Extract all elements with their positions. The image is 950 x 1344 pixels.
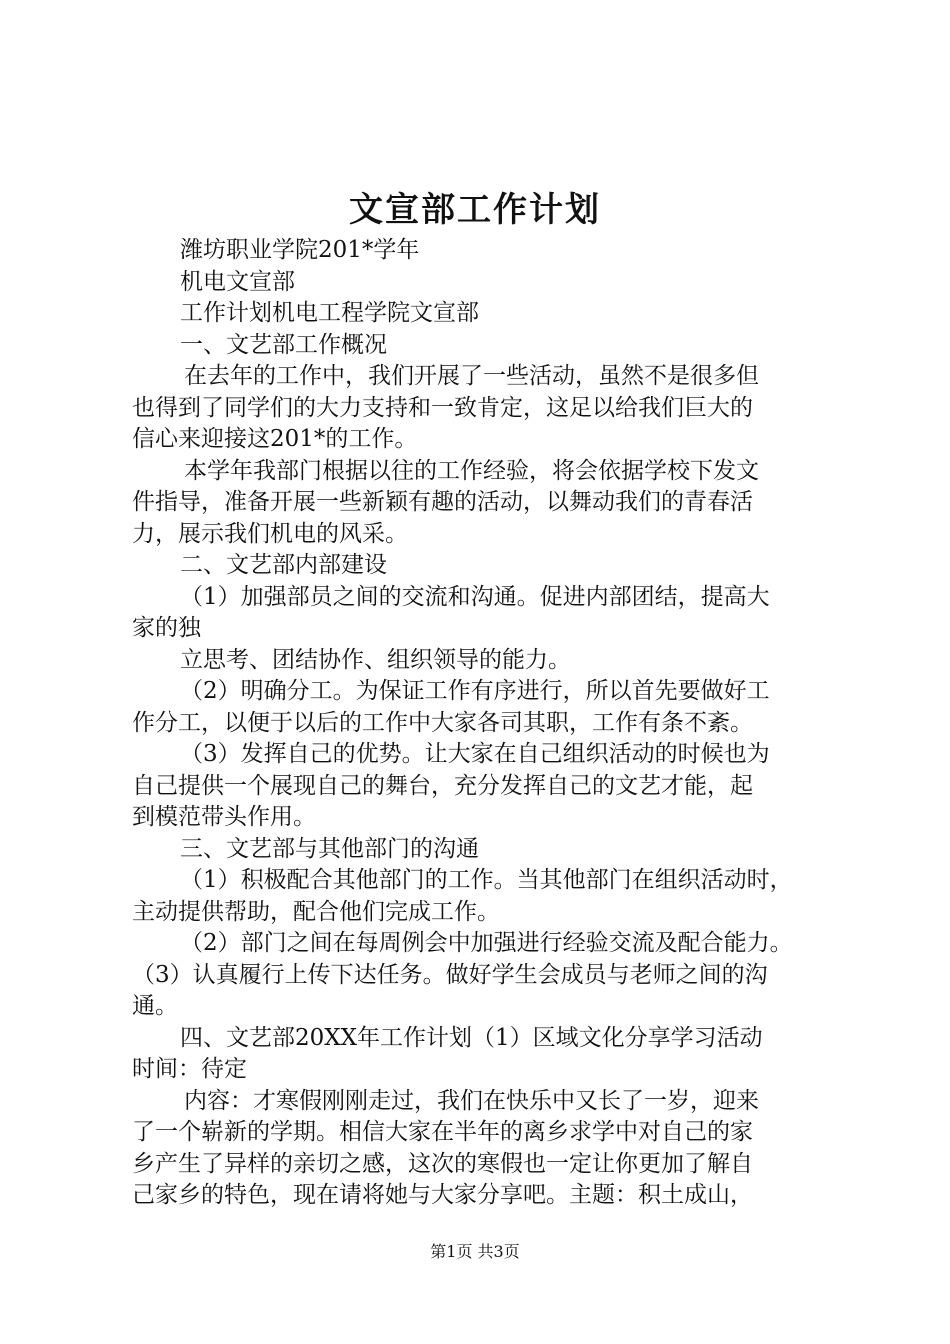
text-line: 本学年我部门根据以往的工作经验，将会依据学校下发文	[184, 457, 759, 484]
text-line: 也得到了同学们的大力支持和一致肯定，这足以给我们巨大的	[132, 394, 753, 421]
section-heading: 四、文艺部20XX年工作计划（1）区域文化分享学习活动	[180, 1024, 763, 1051]
section-heading: 一、文艺部工作概况	[180, 331, 387, 358]
text-line: 信心来迎接这201*的工作。	[132, 426, 418, 452]
text-line: 立思考、团结协作、组织领导的能力。	[180, 646, 571, 673]
page-number: 第1页 共3页	[430, 1242, 520, 1261]
text-line: 工作计划机电工程学院文宣部	[180, 300, 479, 326]
document-title: 文宣部工作计划	[349, 190, 601, 230]
text-line: 件指导，准备开展一些新颖有趣的活动，以舞动我们的青春活	[132, 489, 753, 515]
text-line: 机电文宣部	[180, 268, 295, 295]
text-line: 力，展示我们机电的风采。	[132, 520, 408, 547]
text-line: 到模范带头作用。	[132, 804, 316, 830]
text-line: 主动提供帮助，配合他们完成工作。	[132, 898, 500, 925]
text-line: 作分工，以便于以后的工作中大家各司其职，工作有条不紊。	[132, 709, 753, 736]
section-heading: 三、文艺部与其他部门的沟通	[180, 835, 479, 862]
text-line: 乡产生了异样的亲切之感，这次的寒假也一定让你更加了解自	[132, 1150, 753, 1177]
text-line: 己家乡的特色，现在请将她与大家分享吧。主题：积土成山，	[132, 1182, 753, 1208]
text-line: 内容：才寒假刚刚走过，我们在快乐中又长了一岁，迎来	[184, 1087, 759, 1114]
text-line: （2）部门之间在每周例会中加强进行经验交流及配合能力。	[180, 930, 793, 956]
text-line: （3）发挥自己的优势。让大家在自己组织活动的时候也为	[180, 741, 770, 767]
text-line: 在去年的工作中，我们开展了一些活动，虽然不是很多但	[184, 363, 759, 389]
text-line: （3）认真履行上传下达任务。做好学生会成员与老师之间的沟	[132, 961, 768, 988]
text-line: 家的独	[132, 615, 201, 641]
text-line: 自己提供一个展现自己的舞台，充分发挥自己的文艺才能，起	[132, 772, 753, 799]
text-line: 通。	[132, 993, 178, 1019]
text-line: 潍坊职业学院201*学年	[180, 237, 420, 263]
text-line: （1）加强部员之间的交流和沟通。促进内部团结，提高大	[180, 583, 770, 610]
section-heading: 二、文艺部内部建设	[180, 552, 387, 578]
text-line: 了一个崭新的学期。相信大家在半年的离乡求学中对自己的家	[132, 1119, 753, 1145]
document-body	[132, 235, 832, 1212]
text-line: （2）明确分工。为保证工作有序进行，所以首先要做好工	[180, 678, 770, 704]
text-line: （1）积极配合其他部门的工作。当其他部门在组织活动时，	[180, 867, 793, 893]
text-line: 时间：待定	[132, 1056, 247, 1082]
